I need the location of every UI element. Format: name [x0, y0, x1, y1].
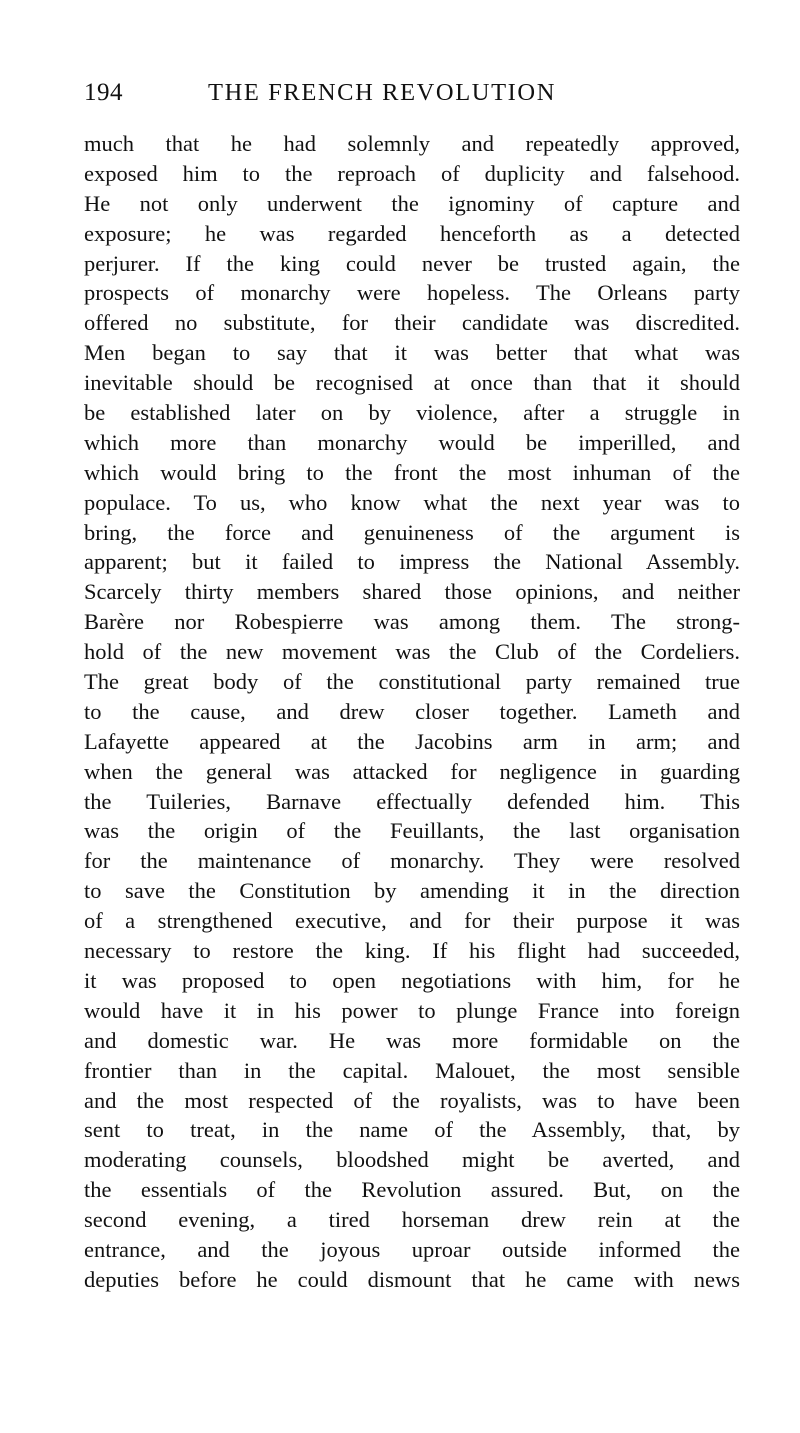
text-line: and domestic war. He was more formidable on the: [84, 1027, 740, 1053]
text-line: Barère nor Robespierre was among them. The strong-: [84, 609, 740, 635]
text-line: deputies before he could dismount that he came with news: [84, 1266, 740, 1292]
text-line: Scarcely thirty members shared those opinions, and neither: [84, 579, 740, 605]
text-line: Men began to say that it was better that what was: [84, 340, 740, 366]
text-line: for the maintenance of monarchy. They were resolved: [84, 848, 740, 874]
text-line: be established later on by violence, after a struggle in: [84, 400, 740, 426]
text-line: which more than monarchy would be imperilled, and: [84, 429, 740, 455]
text-line: exposed him to the reproach of duplicity and falsehood.: [84, 160, 740, 186]
text-line: perjurer. If the king could never be trusted again, the: [84, 250, 740, 276]
text-line: the Tuileries, Barnave effectually defended him. This: [84, 788, 740, 814]
text-line: The great body of the constitutional party remained true: [84, 669, 740, 695]
text-line: frontier than in the capital. Malouet, the most sensible: [84, 1057, 740, 1083]
text-line: when the general was attacked for negligence in guarding: [84, 758, 740, 784]
text-line: to the cause, and drew closer together. Lameth and: [84, 698, 740, 724]
running-head: [84, 76, 740, 110]
text-line: populace. To us, who know what the next year was to: [84, 489, 740, 515]
text-line: hold of the new movement was the Club of the Cordeliers.: [84, 639, 740, 665]
text-line: entrance, and the joyous uproar outside informed the: [84, 1236, 740, 1262]
text-line: Lafayette appeared at the Jacobins arm in arm; and: [84, 728, 740, 754]
text-line: sent to treat, in the name of the Assembly, that, by: [84, 1117, 740, 1143]
text-line: of a strengthened executive, and for their purpose it was: [84, 908, 740, 934]
text-line: to save the Constitution by amending it in the direction: [84, 878, 740, 904]
text-line: offered no substitute, for their candidate was discredited.: [84, 310, 740, 336]
text-line: moderating counsels, bloodshed might be averted, and: [84, 1147, 740, 1173]
text-line: He not only underwent the ignominy of capture and: [84, 190, 740, 216]
text-line: necessary to restore the king. If his flight had succeeded,: [84, 938, 740, 964]
text-line: and the most respected of the royalists, was to have been: [84, 1087, 740, 1113]
text-line: much that he had solemnly and repeatedly approved,: [84, 131, 740, 156]
page-number: 194: [84, 79, 123, 106]
text-line: apparent; but it failed to impress the National Assembly.: [84, 549, 740, 575]
text-line: was the origin of the Feuillants, the last organisation: [84, 818, 740, 844]
text-line: which would bring to the front the most inhuman of the: [84, 459, 740, 485]
text-line: the essentials of the Revolution assured. But, on the: [84, 1177, 740, 1203]
text-line: exposure; he was regarded henceforth as a detected: [84, 220, 740, 246]
text-line: inevitable should be recognised at once than that it should: [84, 370, 740, 396]
running-title: THE FRENCH REVOLUTION: [208, 79, 556, 106]
text-line: bring, the force and genuineness of the argument is: [84, 519, 740, 545]
text-line: second evening, a tired horseman drew rein at the: [84, 1207, 740, 1233]
body-paragraph: [84, 129, 740, 1295]
text-line: would have it in his power to plunge France into foreign: [84, 997, 740, 1023]
text-line: prospects of monarchy were hopeless. The Orleans party: [84, 280, 740, 306]
text-line: it was proposed to open negotiations with him, for he: [84, 967, 740, 993]
